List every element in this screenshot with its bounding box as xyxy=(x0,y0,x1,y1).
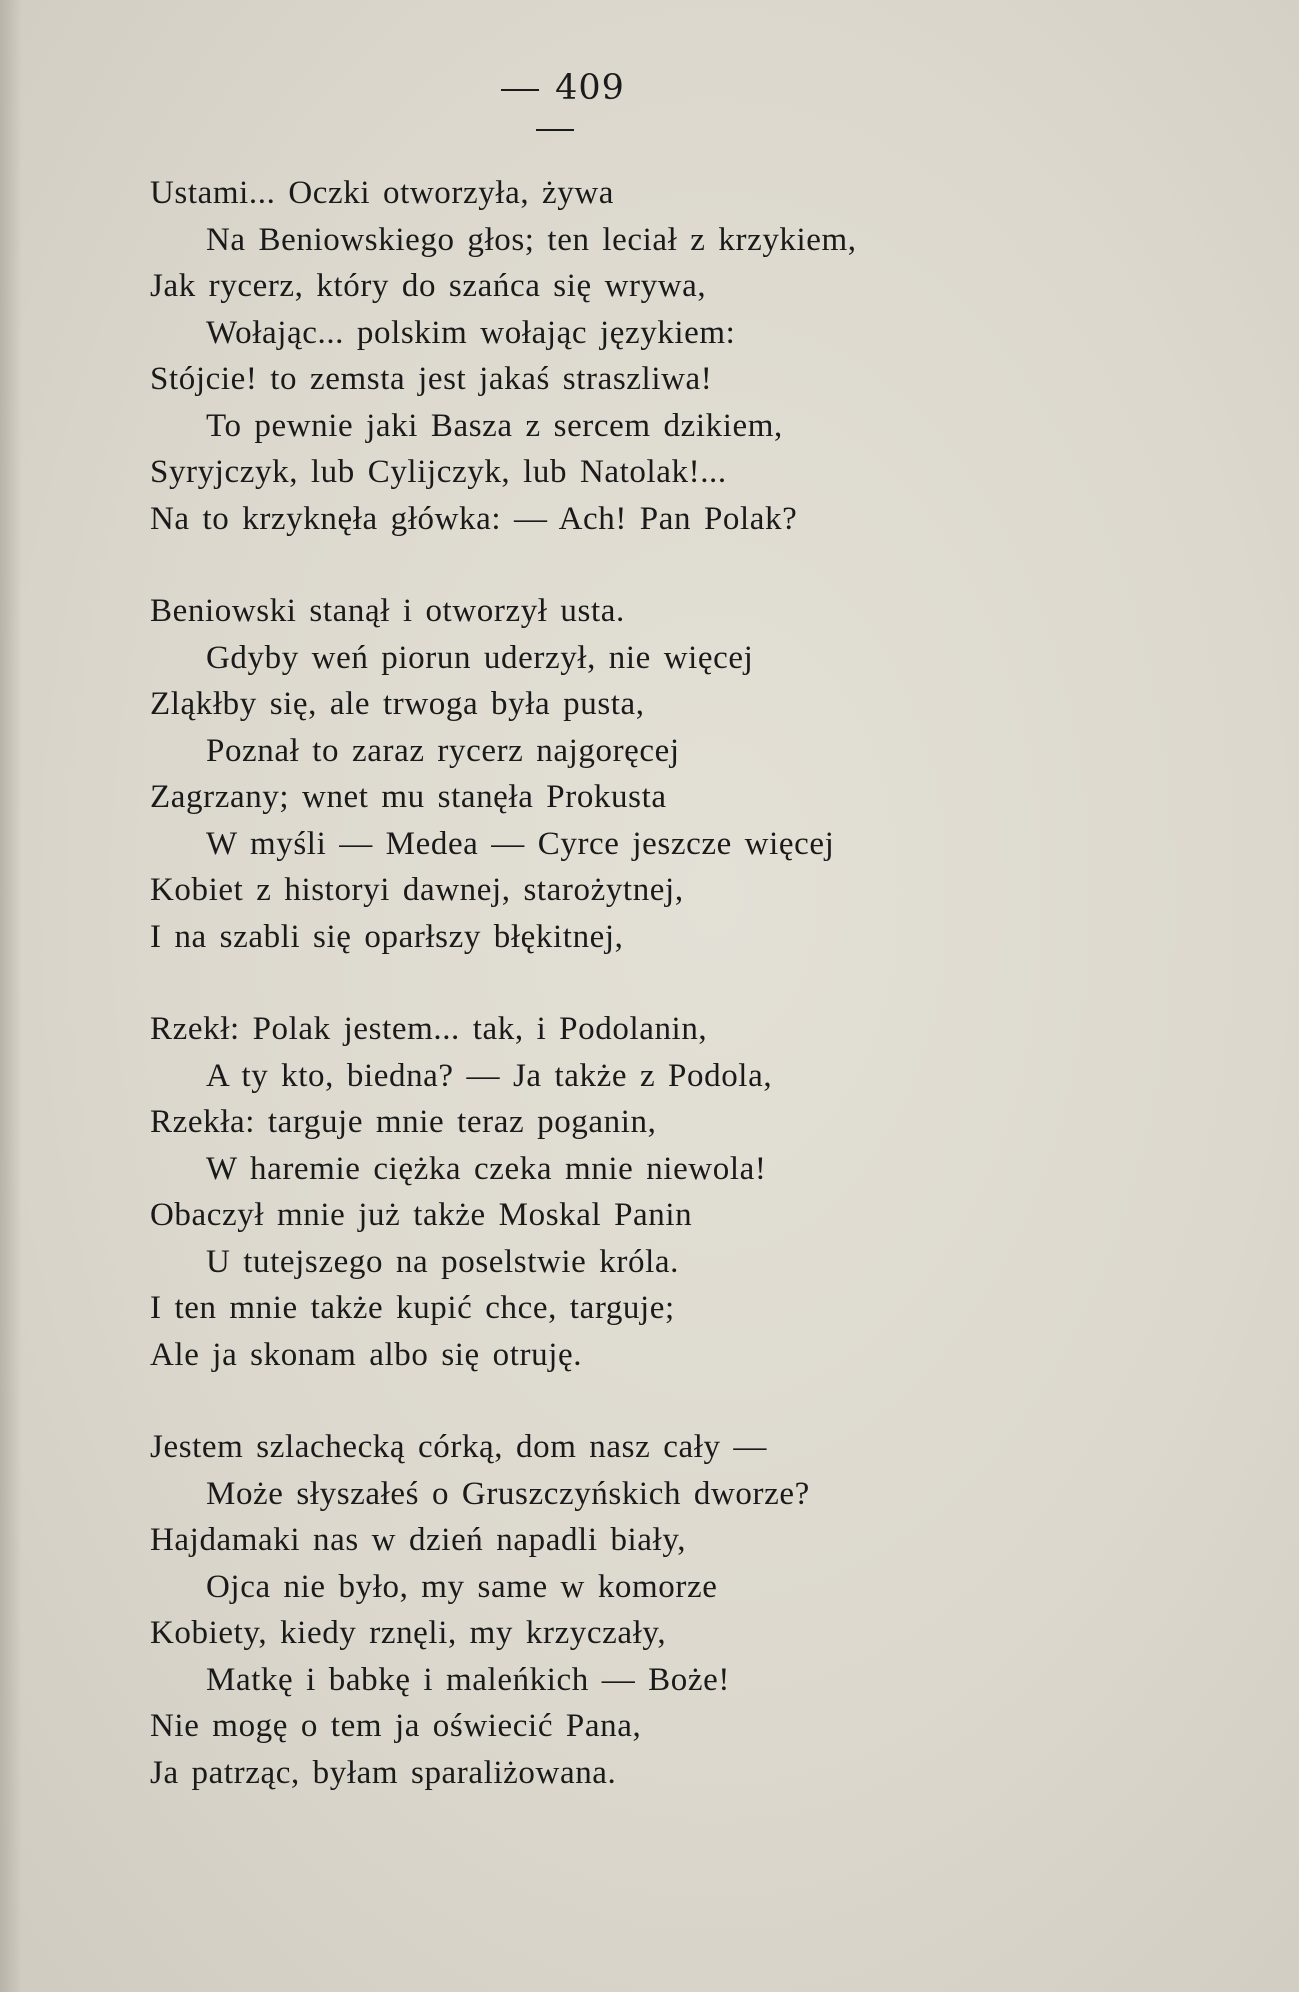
verse-line: Ustami... Oczki otworzyła, żywa xyxy=(150,175,615,211)
verse-line: Nie mogę o tem ja oświecić Pana, xyxy=(150,1708,642,1744)
verse-line: A ty kto, biedna? — Ja także z Podola, xyxy=(206,1057,773,1094)
verse-line: Obaczył mnie już także Moskal Panin xyxy=(150,1197,693,1233)
verse-line: W myśli — Medea — Cyrce jeszcze więcej xyxy=(206,825,835,862)
verse-line: Kobiet z historyi dawnej, starożytnej, xyxy=(150,872,684,908)
verse-line: I na szabli się oparłszy błękitnej, xyxy=(150,918,624,955)
left-dash xyxy=(501,89,539,91)
page-edge-shadow xyxy=(0,0,22,1992)
stanza xyxy=(150,170,1150,542)
verse-line: Ja patrząc, byłam sparaliżowana. xyxy=(150,1754,617,1791)
page-number-header xyxy=(455,68,655,148)
verse-line: Jestem szlachecką córką, dom nasz cały — xyxy=(150,1429,768,1465)
poem-text xyxy=(150,170,1150,1842)
stanza xyxy=(150,1006,1150,1378)
right-dash xyxy=(536,129,574,131)
verse-line: Ale ja skonam albo się otruję. xyxy=(150,1336,583,1373)
verse-line: To pewnie jaki Basza z sercem dzikiem, xyxy=(206,407,783,444)
verse-line: Rzekł: Polak jestem... tak, i Podolanin, xyxy=(150,1011,708,1047)
verse-line: Syryjczyk, lub Cylijczyk, lub Natolak!... xyxy=(150,454,727,490)
verse-line: Zląkłby się, ale trwoga była pusta, xyxy=(150,686,645,722)
verse-line: Ojca nie było, my same w komorze xyxy=(206,1568,718,1605)
verse-line: Na Beniowskiego głos; ten leciał z krzykiem, xyxy=(206,221,857,258)
verse-line: I ten mnie także kupić chce, targuje; xyxy=(150,1290,675,1326)
verse-line: U tutejszego na poselstwie króla. xyxy=(206,1243,679,1280)
page-number: 409 xyxy=(555,68,625,108)
verse-line: Kobiety, kiedy rznęli, my krzyczały, xyxy=(150,1615,667,1651)
verse-line: Hajdamaki nas w dzień napadli biały, xyxy=(150,1522,687,1558)
verse-line: Gdyby weń piorun uderzył, nie więcej xyxy=(206,639,754,676)
verse-line: W haremie ciężka czeka mnie niewola! xyxy=(206,1150,767,1187)
verse-line: Może słyszałeś o Gruszczyńskich dworze? xyxy=(206,1475,810,1512)
verse-line: Matkę i babkę i maleńkich — Boże! xyxy=(206,1661,730,1698)
verse-line: Zagrzany; wnet mu stanęła Prokusta xyxy=(150,779,667,815)
verse-line: Poznał to zaraz rycerz najgoręcej xyxy=(206,732,680,769)
verse-line: Rzekła: targuje mnie teraz poganin, xyxy=(150,1104,657,1140)
verse-line: Stójcie! to zemsta jest jakaś straszliwa! xyxy=(150,361,713,397)
stanza xyxy=(150,1424,1150,1796)
verse-line: Beniowski stanął i otworzył usta. xyxy=(150,593,625,629)
verse-line: Wołając... polskim wołając językiem: xyxy=(206,314,736,351)
stanza xyxy=(150,588,1150,960)
verse-line: Na to krzyknęła główka: — Ach! Pan Polak? xyxy=(150,500,798,537)
verse-line: Jak rycerz, który do szańca się wrywa, xyxy=(150,268,707,304)
